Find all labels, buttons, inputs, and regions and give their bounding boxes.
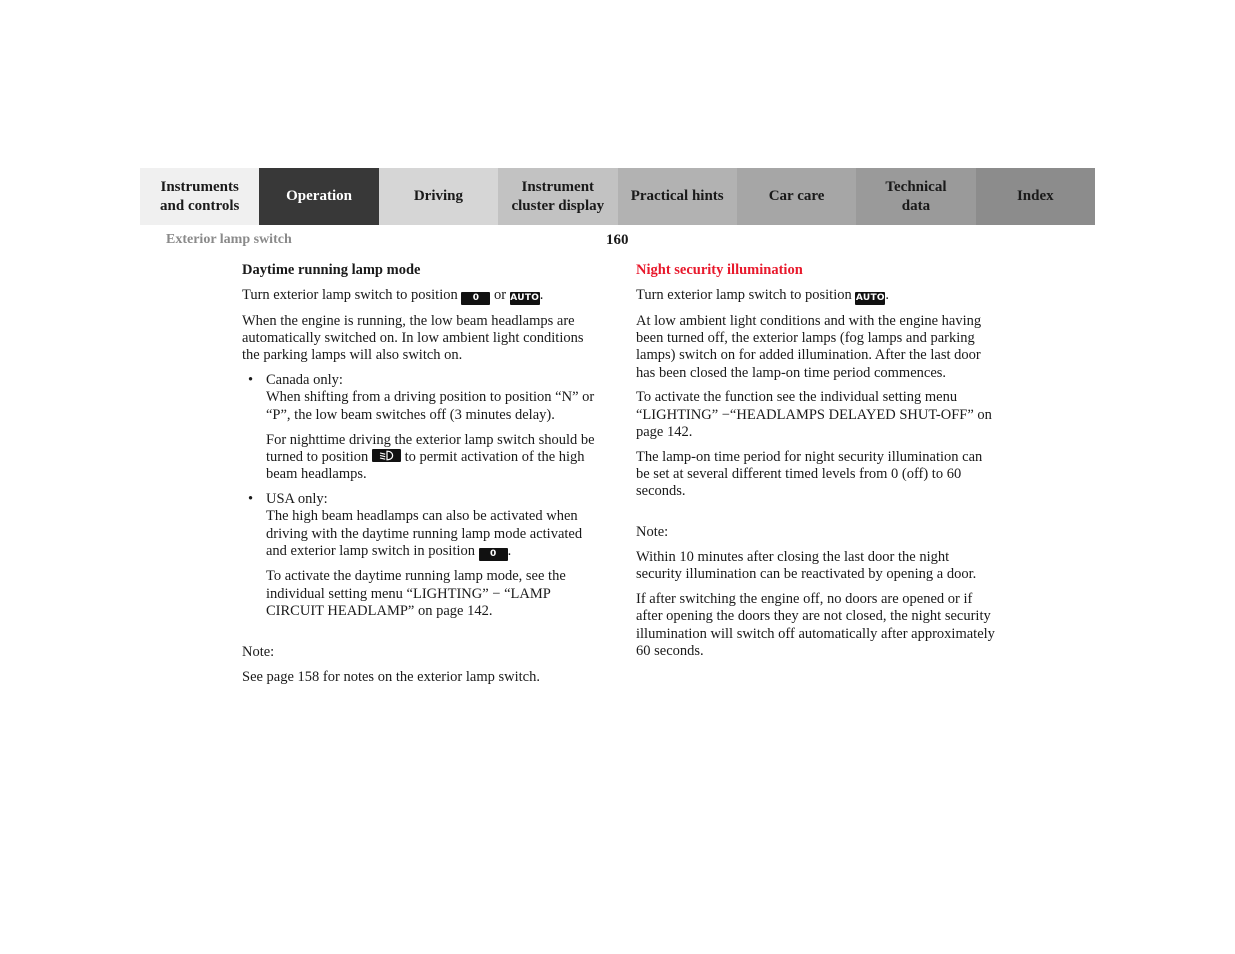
- bullet-mark: •: [248, 372, 254, 389]
- note-label: Note:: [242, 643, 275, 660]
- instruction-or: or: [490, 287, 510, 304]
- daytime-switch-instruction: [242, 287, 602, 305]
- canada-nighttime-after: to permit activation of the high beam headlamps.: [266, 448, 585, 483]
- canada-nighttime-before: For nighttime driving the exterior lamp switch should be turned to position: [266, 431, 595, 465]
- tab-technical-data[interactable]: Technical data: [856, 168, 975, 225]
- switch-position-auto-symbol: AUTO: [510, 293, 540, 304]
- note-reactivation-text: Within 10 minutes after closing the last door the night security illumination can be reactivated by opening a door.: [636, 549, 977, 583]
- instruction-text: Turn exterior lamp switch to position: [636, 287, 856, 304]
- usa-text: [266, 491, 602, 561]
- low-beam-headlamp-icon: [372, 449, 401, 462]
- tab-operation[interactable]: Operation: [259, 168, 378, 225]
- note-label: Note:: [636, 524, 669, 541]
- chapter-tab-bar: [140, 168, 1095, 225]
- tab-car-care[interactable]: Car care: [737, 168, 856, 225]
- usa-detail: The high beam headlamps can also be activated when driving with the daytime running lamp mode activated and exterior lamp switch in position: [266, 508, 583, 559]
- daytime-description: When the engine is running, the low beam headlamps are automatically switched on. In low ambient light conditions the parking lamps will also switch on.: [242, 312, 584, 364]
- daytime-running-lamp-heading: Daytime running lamp mode: [242, 262, 421, 278]
- note-auto-off-text: If after switching the engine off, no doors are opened or if after opening the doors they are not closed, the night security illumination will switch off automatically after approximately 60 seconds.: [636, 591, 995, 660]
- switch-position-0-symbol: 0: [479, 548, 508, 561]
- usa-activation-text: To activate the daytime running lamp mode, see the individual setting menu “LIGHTING” − “LAMP CIRCUIT HEADLAMP” on page 142.: [266, 568, 566, 619]
- left-column: [242, 262, 602, 693]
- canada-label: Canada only:: [266, 372, 343, 389]
- night-activation-text: To activate the function see the individual setting menu “LIGHTING” −“HEADLAMPS DELAYED SHUT-OFF” on page 142.: [636, 389, 992, 441]
- canada-text: [266, 372, 602, 424]
- instruction-text: Turn exterior lamp switch to position: [242, 287, 462, 304]
- page-number: 160: [606, 232, 629, 248]
- usa-detail-end: .: [507, 542, 512, 559]
- bullet-mark: •: [248, 490, 254, 507]
- usa-label: USA only:: [266, 490, 328, 507]
- right-column: [636, 262, 996, 668]
- spacer: [636, 508, 996, 524]
- note-text: See page 158 for notes on the exterior lamp switch.: [242, 668, 540, 685]
- usa-bullet: [242, 491, 602, 620]
- night-time-period-text: The lamp-on time period for night security illumination can be set at several different timed levels from 0 (off) to 60 seconds.: [636, 448, 983, 500]
- spacer: [242, 628, 602, 644]
- instruction-end: .: [539, 287, 544, 304]
- canada-bullet: [242, 372, 602, 483]
- tab-driving[interactable]: Driving: [379, 168, 498, 225]
- night-description: At low ambient light conditions and with the engine having been turned off, the exterior lamps (fog lamps and parking lamps) switch on for added illumination. After the last door has been closed the lamp-on time period commences.: [636, 312, 982, 381]
- switch-position-0-symbol: 0: [461, 292, 490, 305]
- night-security-heading: Night security illumination: [636, 262, 803, 278]
- canada-detail: When shifting from a driving position to position “N” or “P”, the low beam switches off (3 minutes delay).: [266, 389, 595, 423]
- tab-practical-hints[interactable]: Practical hints: [618, 168, 737, 225]
- section-title: Exterior lamp switch: [166, 232, 292, 247]
- switch-position-auto-symbol: AUTO: [855, 293, 885, 304]
- night-switch-instruction: [636, 287, 996, 305]
- tab-instruments-and-controls[interactable]: Instruments and controls: [140, 168, 259, 225]
- tab-index[interactable]: Index: [976, 168, 1095, 225]
- canada-nighttime-text: [266, 432, 602, 484]
- tab-instrument-cluster-display[interactable]: Instrument cluster display: [498, 168, 617, 225]
- instruction-end: .: [885, 287, 889, 304]
